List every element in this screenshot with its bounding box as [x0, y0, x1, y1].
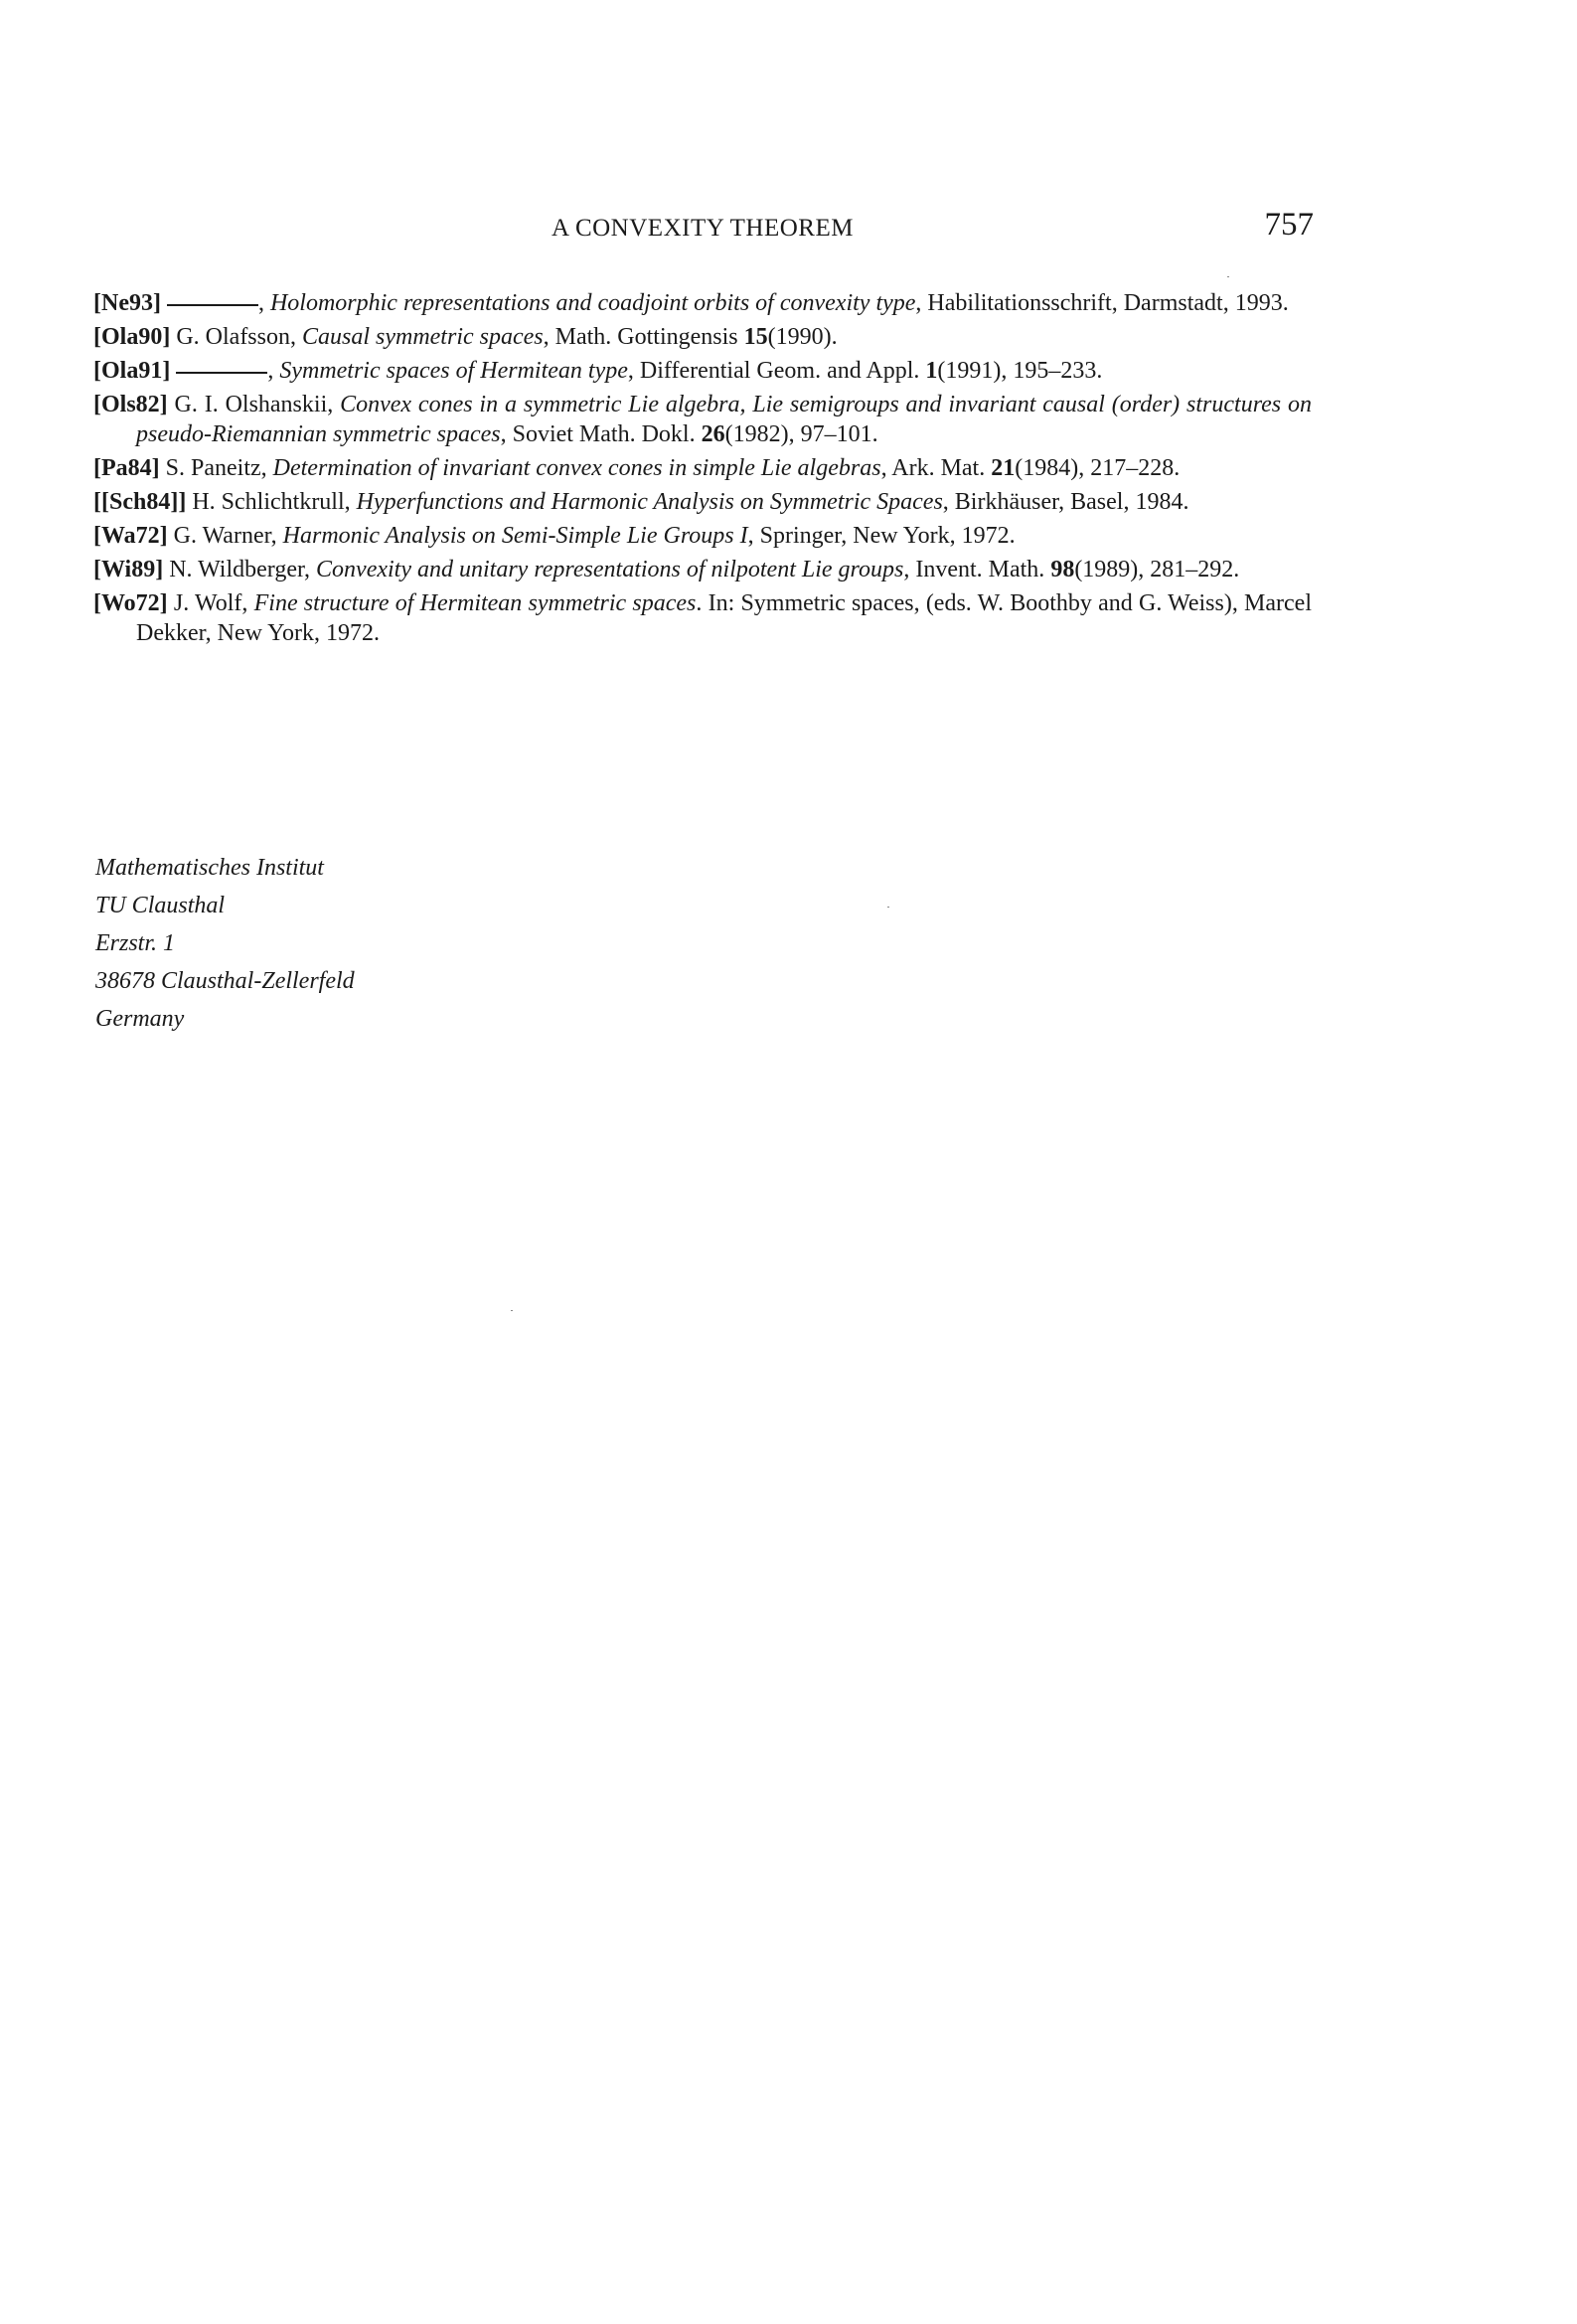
reference-tail: (1984), 217–228. — [1015, 455, 1181, 481]
page-number: 757 — [1264, 207, 1314, 243]
reference-key: [Ne93] — [93, 290, 161, 316]
address-line-institute: Mathematisches Institut — [95, 855, 324, 881]
reference-post: . In: Symmetric spaces, (eds. W. Boothby and G. Weiss), Marcel Dekker, New York, 1972. — [136, 590, 1312, 646]
repeated-author-dash — [176, 372, 267, 374]
reference-tail: (1989), 281–292. — [1074, 557, 1240, 582]
address-line-street: Erzstr. 1 — [95, 930, 176, 956]
running-title: A CONVEXITY THEOREM — [552, 215, 854, 242]
address-line-university: TU Clausthal — [95, 893, 226, 918]
reference-item — [93, 453, 1312, 483]
reference-pre: H. Schlichtkrull, — [186, 489, 357, 515]
reference-pre: G. Warner, — [167, 523, 283, 549]
reference-pre: , — [267, 358, 280, 384]
reference-title: Determination of invariant convex cones in simple Lie algebras — [272, 455, 881, 481]
reference-post: , Math. Gottingensis — [543, 324, 744, 350]
reference-title: Symmetric spaces of Hermitean type — [279, 358, 628, 384]
reference-post: , Habilitationsschrift, Darmstadt, 1993. — [915, 290, 1289, 316]
reference-key: [Ola90] — [93, 324, 171, 350]
reference-key: [Wo72] — [93, 590, 168, 616]
reference-title: Causal symmetric spaces — [301, 324, 544, 350]
reference-key: [Pa84] — [93, 455, 160, 481]
reference-volume: 21 — [991, 455, 1016, 481]
reference-volume: 15 — [743, 324, 768, 350]
reference-title: Holomorphic representations and coadjoint orbits of convexity type — [269, 290, 916, 316]
reference-item — [93, 356, 1312, 386]
address-line-city: 38678 Clausthal-Zellerfeld — [95, 968, 355, 994]
reference-post: , Differential Geom. and Appl. — [627, 358, 926, 384]
reference-pre: N. Wildberger, — [163, 557, 317, 582]
reference-volume: 26 — [701, 421, 725, 447]
reference-key: [Ola91] — [93, 358, 171, 384]
reference-tail: (1982), 97–101. — [724, 421, 878, 447]
reference-item — [93, 390, 1312, 449]
reference-key: [Wi89] — [93, 557, 164, 582]
reference-item — [93, 487, 1312, 517]
reference-post: , Springer, New York, 1972. — [747, 523, 1016, 549]
scan-speck — [887, 907, 889, 908]
reference-item — [93, 555, 1312, 584]
reference-post: , Soviet Math. Dokl. — [500, 421, 702, 447]
repeated-author-dash — [167, 304, 258, 306]
reference-post: , Birkhäuser, Basel, 1984. — [942, 489, 1189, 515]
reference-key: [Ols82] — [93, 392, 168, 417]
reference-key: [[Sch84]] — [93, 489, 187, 515]
reference-title: Hyperfunctions and Harmonic Analysis on Symmetric Spaces — [356, 489, 943, 515]
reference-pre: J. Wolf, — [167, 590, 254, 616]
reference-pre: G. Olafsson, — [170, 324, 302, 350]
reference-list — [93, 288, 1312, 652]
reference-item — [93, 521, 1312, 551]
reference-volume: 98 — [1050, 557, 1075, 582]
reference-pre: S. Paneitz, — [159, 455, 273, 481]
reference-key: [Wa72] — [93, 523, 168, 549]
reference-tail: (1990). — [767, 324, 838, 350]
reference-pre: G. I. Olshanskii, — [167, 392, 341, 417]
reference-tail: (1991), 195–233. — [937, 358, 1103, 384]
author-address — [95, 849, 355, 1038]
scan-speck — [1227, 276, 1229, 277]
reference-item — [93, 588, 1312, 648]
reference-volume: 1 — [925, 358, 938, 384]
reference-title: Convexity and unitary representations of nilpotent Lie groups — [316, 557, 904, 582]
running-head — [91, 207, 1314, 247]
reference-item — [93, 322, 1312, 352]
reference-title: Harmonic Analysis on Semi-Simple Lie Groups I — [282, 523, 748, 549]
reference-post: , Ark. Mat. — [880, 455, 992, 481]
reference-pre: , — [257, 290, 270, 316]
scan-speck — [511, 1310, 513, 1311]
address-line-country: Germany — [95, 1006, 185, 1032]
reference-title: Fine structure of Hermitean symmetric spaces — [253, 590, 697, 616]
reference-title: Convex cones in a symmetric Lie algebra, Lie semigroups and invariant causal (order) structures on pseudo-Riemannian symmetric spaces — [136, 392, 1312, 447]
reference-post: , Invent. Math. — [903, 557, 1051, 582]
reference-item — [93, 288, 1312, 318]
